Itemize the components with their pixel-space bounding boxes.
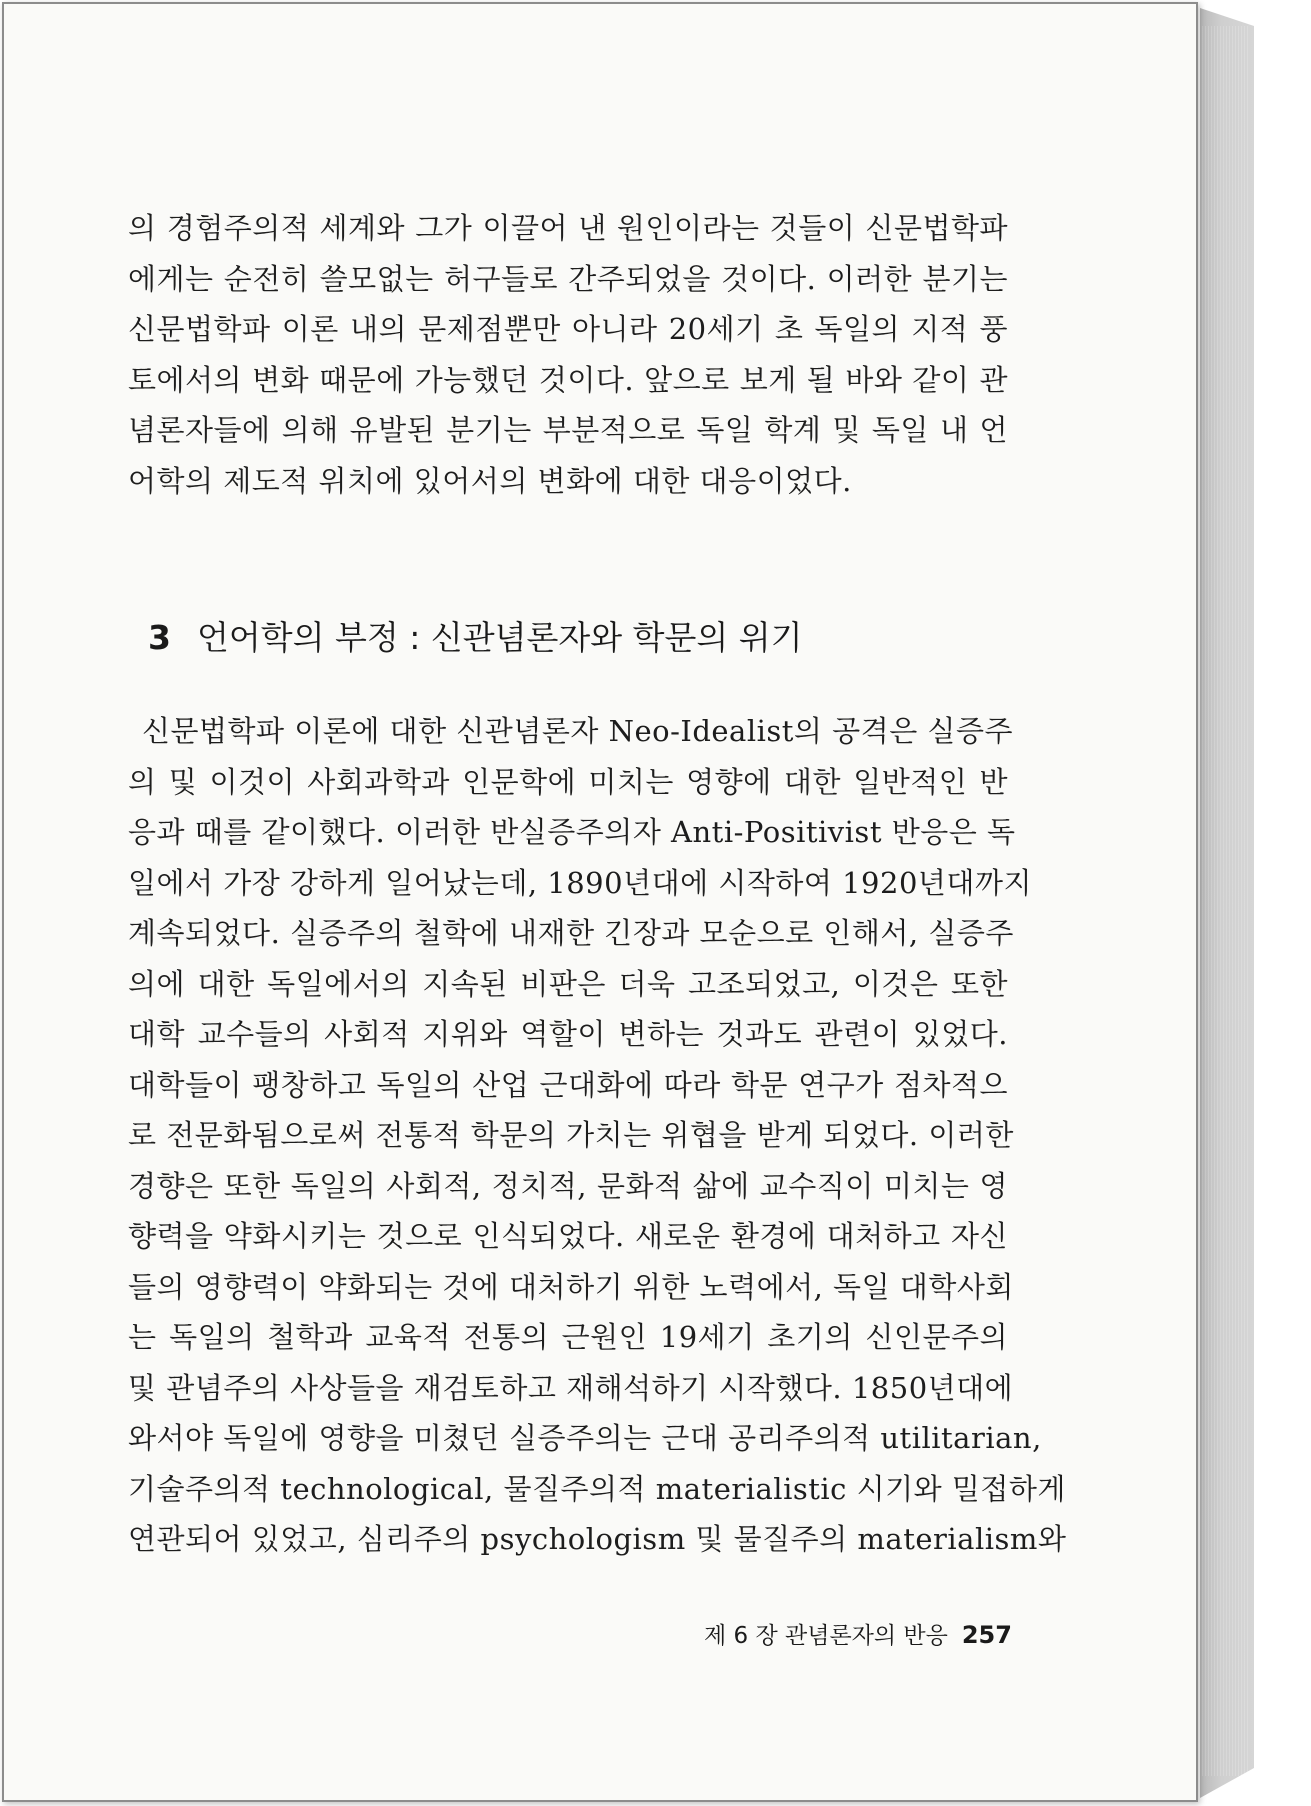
text-line: 어학의 제도적 위치에 있어서의 변화에 대한 대응이었다. [128, 463, 852, 498]
book-page [2, 2, 1198, 1802]
text-line: 의 및 이것이 사회과학과 인문학에 미치는 영향에 대한 일반적인 반 [128, 764, 1008, 799]
text-line: 및 관념주의 사상들을 재검토하고 재해석하기 시작했다. 1850년대에 [128, 1370, 1014, 1405]
text-line: 기술주의적 technological, 물질주의적 materialistic 시기와 밀접하게 [128, 1471, 1066, 1506]
text-line: 들의 영향력이 약화되는 것에 대처하기 위한 노력에서, 독일 대학사회 [128, 1269, 1014, 1304]
text-line: 대학들이 팽창하고 독일의 산업 근대화에 따라 학문 연구가 점차적으 [128, 1067, 1008, 1102]
text-line: 계속되었다. 실증주의 철학에 내재한 긴장과 모순으로 인해서, 실증주 [128, 916, 1014, 950]
section-title: 언어학의 부정 : 신관념론자와 학문의 위기 [196, 618, 803, 657]
paragraph-body [128, 706, 1067, 1565]
running-chapter-title: 제 6 장 관념론자의 반응 [704, 1623, 948, 1649]
text-line: 경향은 또한 독일의 사회적, 정치적, 문화적 삶에 교수직이 미치는 영 [128, 1168, 1008, 1203]
text-line: 대학 교수들의 사회적 지위와 역할이 변하는 것과도 관련이 있었다. [128, 1017, 1008, 1051]
page-edges [1202, 26, 1250, 1776]
text-line: 신문법학파 이론 내의 문제점뿐만 아니라 20세기 초 독일의 지적 풍 [128, 312, 1008, 346]
text-line: 의에 대한 독일에서의 지속된 비판은 더욱 고조되었고, 이것은 또한 [128, 966, 1008, 1001]
paragraph-continued [128, 203, 1008, 506]
text-line: 향력을 약화시키는 것으로 인식되었다. 새로운 환경에 대처하고 자신 [128, 1219, 1008, 1253]
page-number: 257 [961, 1621, 1012, 1649]
text-line: 의 경험주의적 세계와 그가 이끌어 낸 원인이라는 것들이 신문법학파 [128, 211, 1008, 245]
text-line: 는 독일의 철학과 교육적 전통의 근원인 19세기 초기의 신인문주의 [128, 1320, 1008, 1354]
text-line: 념론자들에 의해 유발된 분기는 부분적으로 독일 학계 및 독일 내 언 [128, 413, 1008, 447]
text-line: 일에서 가장 강하게 일어났는데, 1890년대에 시작하여 1920년대까지 [128, 865, 1032, 900]
text-line: 응과 때를 같이했다. 이러한 반실증주의자 Anti-Positivist 반응은 독 [128, 815, 1016, 849]
section-number: 3 [148, 618, 171, 657]
text-line: 로 전문화됨으로써 전통적 학문의 가치는 위협을 받게 되었다. 이러한 [128, 1118, 1014, 1152]
section-heading [148, 610, 908, 666]
text-line: 연관되어 있었고, 심리주의 psychologism 및 물질주의 materialism와 [128, 1522, 1067, 1556]
page-footer [704, 1617, 1010, 1653]
text-line: 토에서의 변화 때문에 가능했던 것이다. 앞으로 보게 될 바와 같이 관 [128, 362, 1008, 397]
text-line: 와서야 독일에 영향을 미쳤던 실증주의는 근대 공리주의적 utilitarian, [128, 1421, 1042, 1455]
text-line: 에게는 순전히 쓸모없는 허구들로 간주되었을 것이다. 이러한 분기는 [128, 261, 1008, 296]
text-line: 신문법학파 이론에 대한 신관념론자 Neo-Idealist의 공격은 실증주 [142, 714, 1013, 748]
